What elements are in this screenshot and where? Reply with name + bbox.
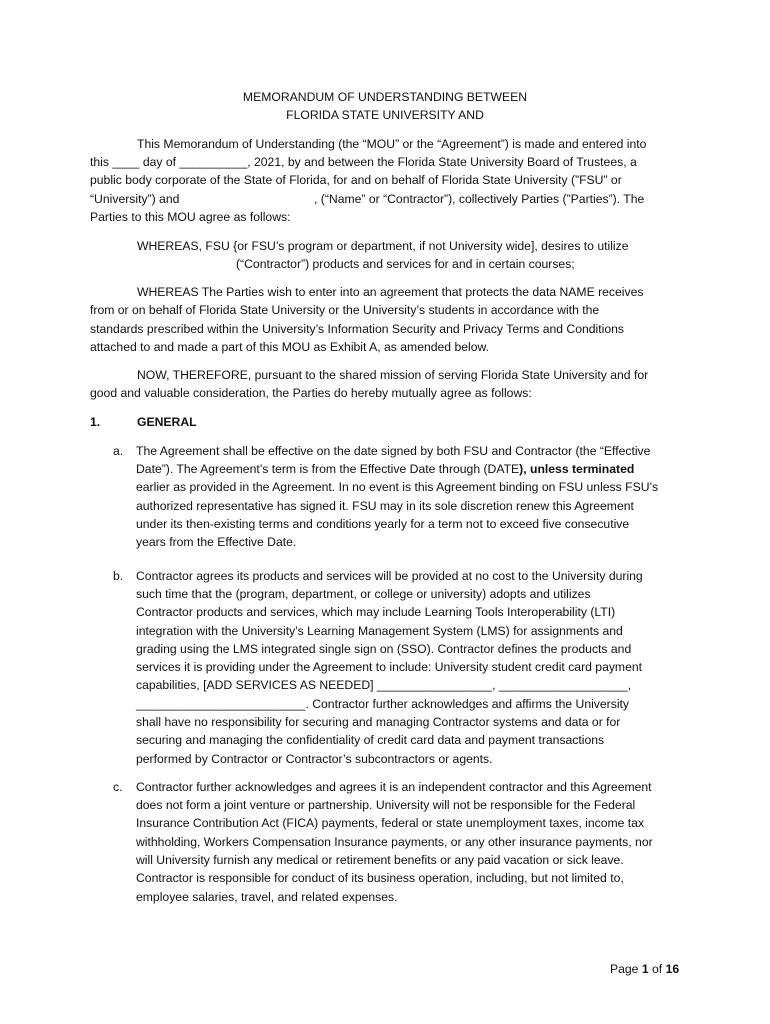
- item-a-line: authorized representative has signed it. FSU may in its sole discretion renew this Agreement: [136, 499, 634, 513]
- item-c-line: employee salaries, travel, and related expenses.: [136, 890, 398, 904]
- item-a-label: a.: [113, 444, 124, 458]
- title-line-2: FLORIDA STATE UNIVERSITY AND: [286, 108, 484, 122]
- item-c-line: does not form a joint venture or partnership. University will not be responsible for the Federal: [136, 798, 636, 812]
- intro-line: Parties to this MOU agree as follows:: [90, 210, 291, 224]
- intro-line: this ____ day of __________, 2021, by and between the Florida State University Board of Trustees, a: [90, 155, 637, 169]
- whereas-1-line: WHEREAS, FSU {or FSU’s program or department, if not University wide], desires to utilize: [137, 239, 629, 253]
- therefore-line: good and valuable consideration, the Parties do hereby mutually agree as follows:: [90, 386, 532, 400]
- item-a-line: Date”). The Agreement’s term is from the Effective Date through (DATE), unless terminated: [136, 462, 635, 476]
- item-a-line: earlier as provided in the Agreement. In no event is this Agreement binding on FSU unless FSU’s: [136, 480, 659, 494]
- item-c-line: Insurance Contribution Act (FICA) payments, federal or state unemployment taxes, income tax: [136, 816, 645, 830]
- whereas-2-line: WHEREAS The Parties wish to enter into an agreement that protects the data NAME receives: [137, 285, 644, 299]
- intro-line: , (“Name” or “Contractor”), collectively Parties (”Parties”). The: [314, 192, 645, 206]
- item-b-line: such time that the (program, department, or college or university) adopts and utilizes: [136, 587, 591, 601]
- item-a-line: The Agreement shall be effective on the date signed by both FSU and Contractor (the “Effective: [136, 444, 651, 458]
- whereas-2-line: standards prescribed within the University’s Information Security and Privacy Terms and Conditions: [90, 322, 625, 336]
- whereas-1-line: (“Contractor”) products and services for and in certain courses;: [236, 257, 575, 271]
- page-number: Page 1 of 16: [610, 962, 680, 976]
- item-c-label: c.: [113, 780, 123, 794]
- whereas-2-line: from or on behalf of Florida State University or the University’s students in accordance with the: [90, 303, 600, 317]
- intro-line: “University”) and: [90, 192, 180, 206]
- whereas-2-line: attached to and made a part of this MOU as Exhibit A, as amended below.: [90, 340, 490, 354]
- item-b-line: _________________________. Contractor further acknowledges and affirms the University: [136, 697, 630, 711]
- item-b-label: b.: [113, 569, 124, 583]
- item-c-line: withholding, Workers Compensation Insurance payments, or any other insurance payments, nor: [136, 835, 653, 849]
- item-b-line: integration with the University’s Learning Management System (LMS) for assignments and: [136, 624, 623, 638]
- item-a-line: years from the Effective Date.: [136, 535, 297, 549]
- item-b-line: services it is providing under the Agreement to include: University student credit card payment: [136, 660, 643, 674]
- item-b-line: shall have no responsibility for securing and managing Contractor systems and data or for: [136, 715, 621, 729]
- item-b-line: Contractor agrees its products and services will be provided at no cost to the University during: [136, 569, 643, 583]
- intro-line: This Memorandum of Understanding (the “MOU” or the “Agreement”) is made and entered into: [137, 137, 647, 151]
- therefore-line: NOW, THEREFORE, pursuant to the shared mission of serving Florida State University and for: [137, 368, 649, 382]
- item-c-line: will University furnish any medical or retirement benefits or any paid vacation or sick leave.: [136, 853, 624, 867]
- item-b-line: Contractor products and services, which may include Learning Tools Interoperability (LTI): [136, 605, 616, 619]
- item-c-line: Contractor further acknowledges and agrees it is an independent contractor and this Agreement: [136, 780, 652, 794]
- item-a-line: under its then-existing terms and conditions yearly for a term not to exceed five consecutive: [136, 517, 630, 531]
- intro-line: public body corporate of the State of Florida, for and on behalf of Florida State University (”FSU” or: [90, 173, 622, 187]
- item-c-line: Contractor is responsible for conduct of its business operation, including, but not limited to,: [136, 871, 624, 885]
- item-b-line: capabilities, [ADD SERVICES AS NEEDED] _________________, ___________________,: [136, 678, 632, 692]
- item-b-line: performed by Contractor or Contractor’s subcontractors or agents.: [136, 752, 493, 766]
- section-number: 1.: [90, 415, 101, 429]
- item-b-line: securing and managing the confidentiality of credit card data and payment transactions: [136, 733, 605, 747]
- section-title: GENERAL: [137, 415, 197, 429]
- title-line-1: MEMORANDUM OF UNDERSTANDING BETWEEN: [242, 90, 528, 104]
- item-b-line: grading using the LMS integrated single sign on (SSO). Contractor defines the products and: [136, 642, 632, 656]
